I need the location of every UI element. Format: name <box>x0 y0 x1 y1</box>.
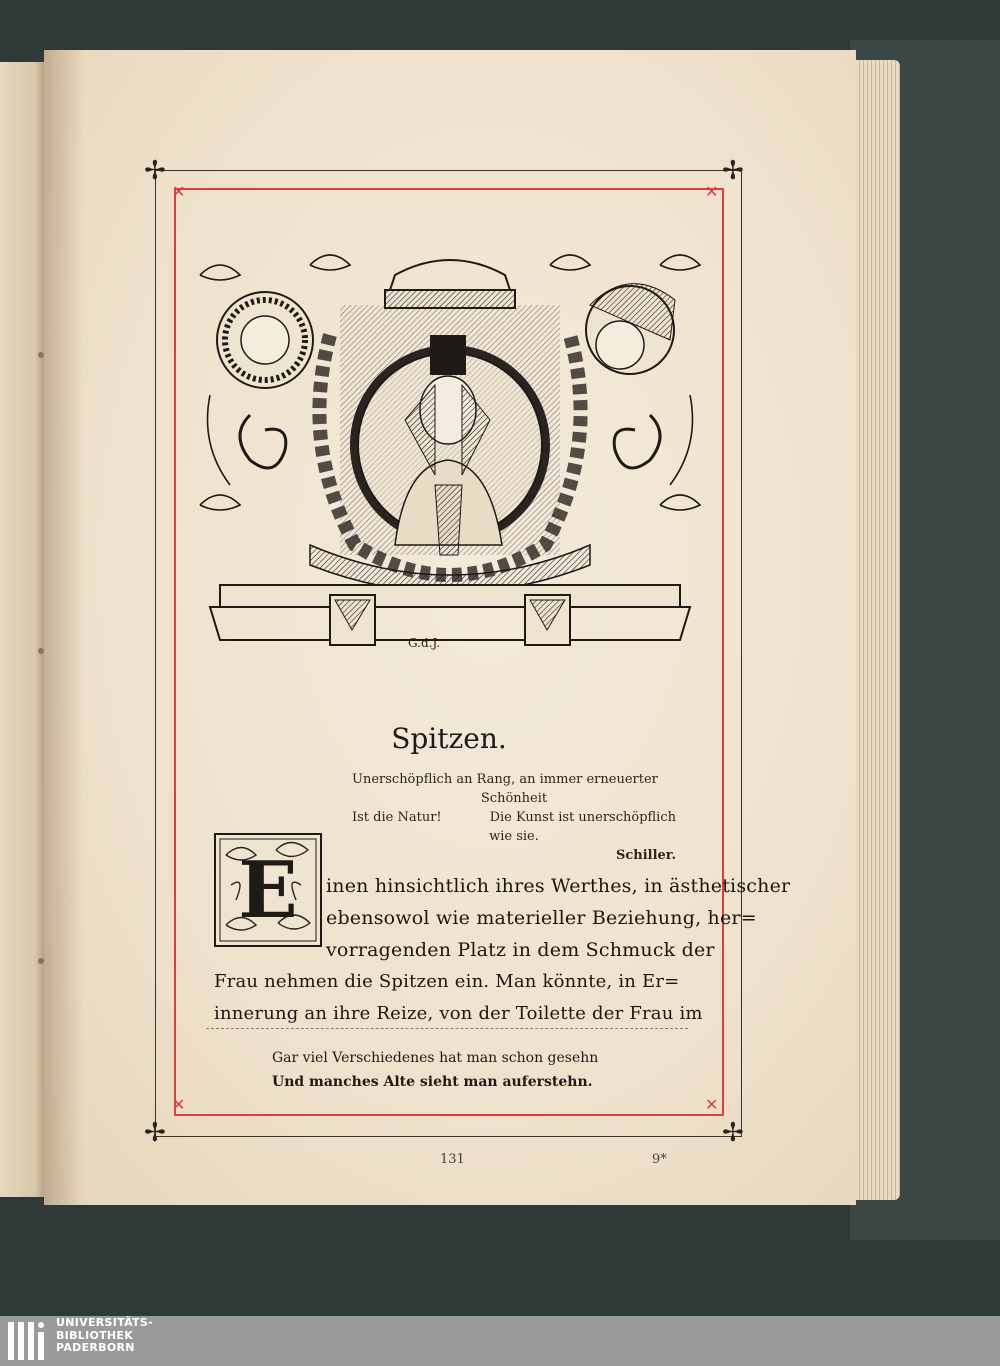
footer-verse-line: Gar viel Verschiedenes hat man schon gesehn <box>272 1050 599 1066</box>
library-name-line: UNIVERSITÄTS- <box>56 1316 153 1329</box>
corner-ornament-icon: ✢ <box>722 156 744 186</box>
red-corner-cross-icon: ✕ <box>705 1095 719 1114</box>
svg-text:E: E <box>238 845 298 936</box>
decorated-initial-e <box>214 833 322 947</box>
body-line: inen hinsichtlich ihres Werthes, in ästhetischer <box>326 875 791 897</box>
red-corner-cross-icon: ✕ <box>172 1095 186 1114</box>
motto-author: Schiller. <box>615 848 676 863</box>
motto-line <box>352 770 676 789</box>
binding-stitch <box>38 648 44 654</box>
motto-text: Unerschöpflich an Rang, an immer erneuerter <box>352 772 658 787</box>
library-name-line: BIBLIOTHEK <box>56 1328 134 1342</box>
body-line: Frau nehmen die Spitzen ein. Man könnte, in Er= <box>214 971 680 992</box>
ornamental-portrait-illustration <box>190 245 710 660</box>
footer-verse-line: Und manches Alte sieht man auferstehn. <box>272 1074 593 1090</box>
red-corner-cross-icon: ✕ <box>172 182 186 201</box>
chapter-title: Spitzen. <box>391 722 507 755</box>
left-page-edge <box>0 62 44 1197</box>
page-edges <box>852 60 900 1200</box>
body-line: vorragenden Platz in dem Schmuck der <box>326 939 715 961</box>
red-corner-cross-icon: ✕ <box>705 182 719 201</box>
motto-line <box>352 808 676 827</box>
library-logo-icon <box>6 1318 50 1364</box>
corner-ornament-icon: ✢ <box>144 156 166 186</box>
binding-stitch <box>38 958 44 964</box>
body-line: innerung an ihre Reize, von der Toilette der Frau im <box>214 1003 703 1024</box>
footnote-separator <box>206 1028 688 1029</box>
library-name-line: PADERBORN <box>56 1341 135 1354</box>
signature-mark: 9* <box>652 1152 667 1167</box>
corner-ornament-icon: ✢ <box>144 1118 166 1148</box>
page-number: 131 <box>440 1152 465 1167</box>
illustration-signature: G.d.J. <box>408 636 441 650</box>
motto-line: Schönheit <box>480 791 548 806</box>
page-gutter-shadow <box>44 50 84 1205</box>
corner-ornament-icon: ✢ <box>722 1118 744 1148</box>
motto-text: Ist die Natur! <box>352 810 442 825</box>
motto-line: wie sie. <box>489 829 539 844</box>
library-name <box>56 1317 153 1355</box>
motto-text: Die Kunst ist unerschöpflich <box>489 810 676 825</box>
binding-stitch <box>38 352 44 358</box>
motto-epigraph <box>352 770 676 865</box>
body-line: ebensowol wie materieller Beziehung, her= <box>326 907 757 929</box>
